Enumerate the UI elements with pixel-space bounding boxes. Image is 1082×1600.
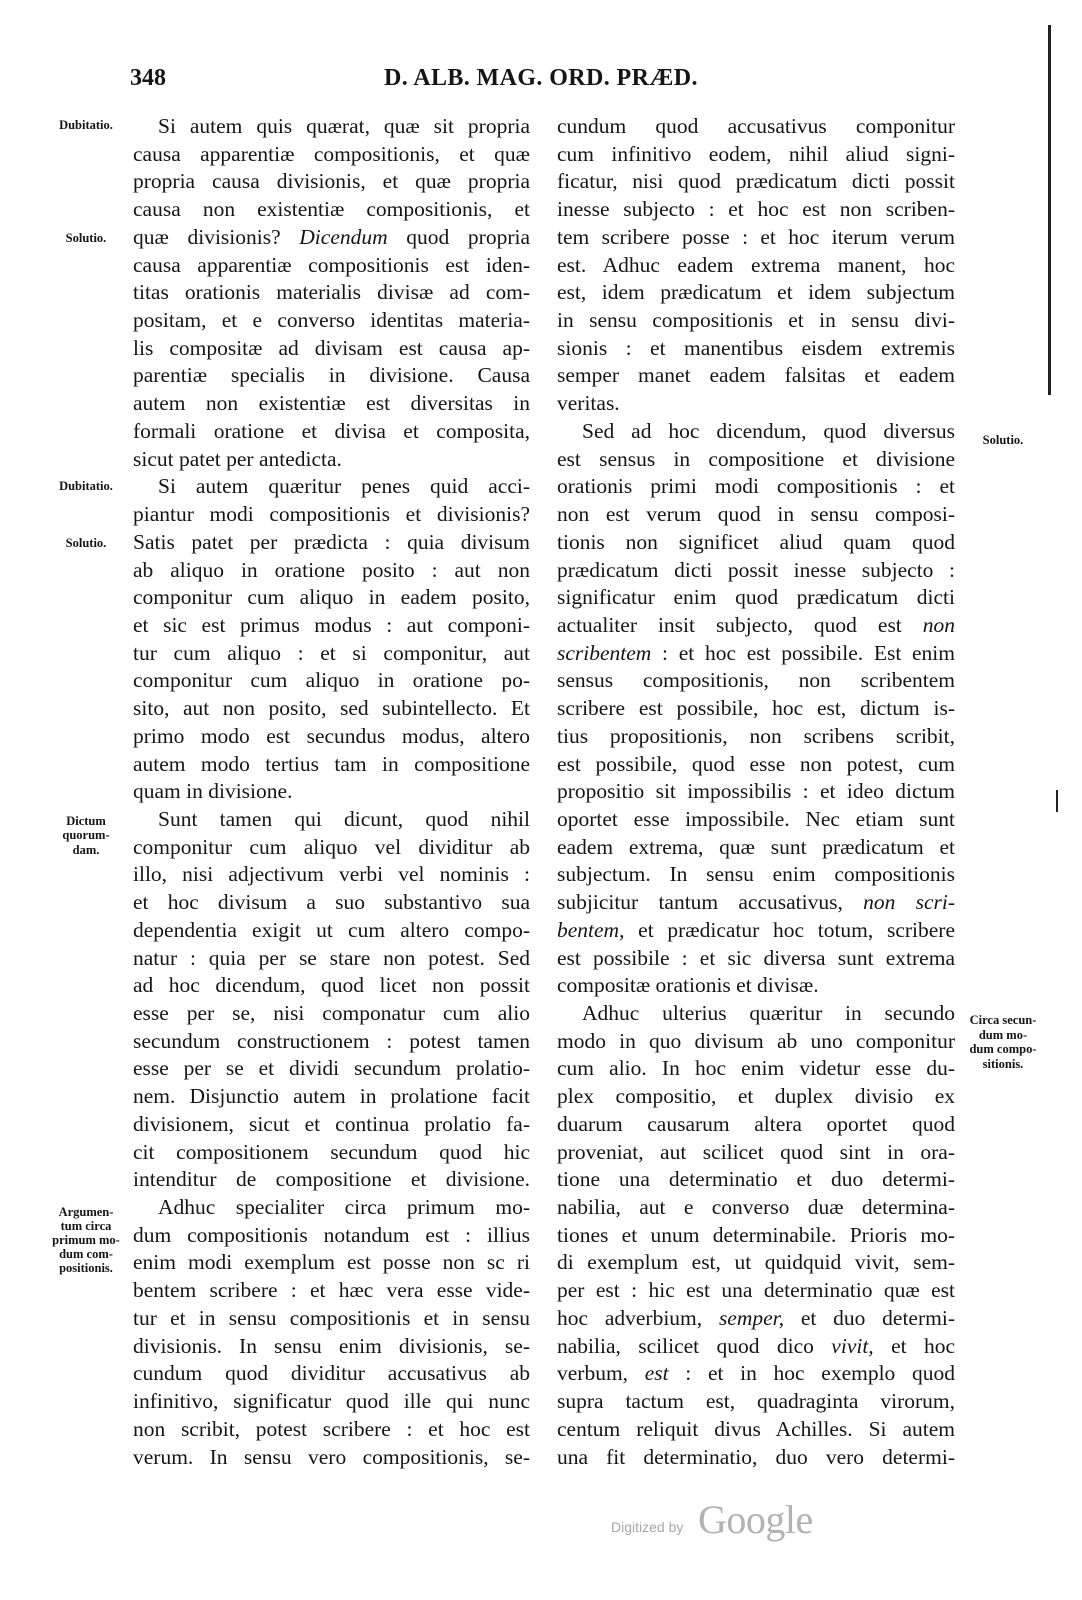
text-line: semper manet eadem falsitas et eadem xyxy=(557,363,955,388)
text-line: oportet esse impossibile. Nec etiam sunt xyxy=(557,806,955,831)
text-line: Sunt tamen qui dicunt, quod nihil xyxy=(158,806,530,831)
text-line: divisionem, sicut et continua prolatio fa- xyxy=(133,1111,530,1136)
italic-text: Dicendum xyxy=(299,224,388,249)
text-line: subjectum. In sensu enim compositionis xyxy=(557,862,955,887)
margin-note-line: Solutio. xyxy=(65,231,107,245)
text-line: esse per se, nisi componatur cum alio xyxy=(133,1001,530,1025)
text-line: natur : quia per se stare non potest. Sed xyxy=(133,945,530,970)
text-line: et sic est primus modus : aut componi- xyxy=(133,612,530,637)
margin-note-dubitatio xyxy=(44,118,128,132)
text-line: plex compositio, et duplex divisio ex xyxy=(557,1084,955,1109)
text-span: et duo determi- xyxy=(784,1305,955,1330)
text-line: duarum causarum altera oportet quod xyxy=(557,1111,955,1136)
text-line: est, idem prædicatum et idem subjectum xyxy=(557,280,955,305)
running-title: D. ALB. MAG. ORD. PRÆD. xyxy=(384,65,698,91)
text-line: ab aliquo in oratione posito : aut non xyxy=(133,557,530,582)
text-line: cum infinitivo eodem, nihil aliud signi- xyxy=(557,141,955,166)
text-line: Adhuc ulterius quæritur in secundo xyxy=(582,1001,955,1025)
text-line: parentiæ specialis in divisione. Causa xyxy=(133,363,530,388)
margin-note-line: positionis. xyxy=(59,1261,113,1275)
text-line: tiones et unum determinabile. Prioris mo- xyxy=(557,1222,955,1247)
text-line xyxy=(133,224,530,252)
text-line: Si autem quæritur penes quid acci- xyxy=(158,474,530,499)
text-line: significatur enim quod prædicatum dicti xyxy=(557,585,955,610)
margin-note-line: Dubitatio. xyxy=(59,118,113,132)
text-line: proveniat, aut scilicet quod sint in ora- xyxy=(557,1139,955,1164)
margin-note-line: dum compo- xyxy=(969,1042,1037,1056)
text-line: illo, nisi adjectivum verbi vel nominis : xyxy=(133,862,530,887)
italic-text: semper, xyxy=(718,1305,785,1330)
text-line: ficatur, nisi quod prædicatum dicti possit xyxy=(557,169,955,194)
text-line: causa apparentiæ compositionis, et quæ xyxy=(133,141,530,166)
text-line: Si autem quis quærat, quæ sit propria xyxy=(158,114,530,138)
text-line: prædicatum dicti possit inesse subjecto : xyxy=(557,557,955,582)
text-line: componitur cum aliquo in oratione po- xyxy=(133,668,530,693)
margin-note-dubitatio xyxy=(44,479,128,493)
text-line: centum reliquit divus Achilles. Si autem xyxy=(557,1416,955,1441)
text-line: tem scribere posse : et hoc iterum verum xyxy=(557,224,955,249)
text-span: quæ divisionis? xyxy=(133,224,300,249)
text-line: di exemplum est, ut quidquid vivit, sem- xyxy=(557,1250,955,1275)
text-line: secundum constructionem : potest tamen xyxy=(133,1028,530,1053)
text-line: nem. Disjunctio autem in prolatione facit xyxy=(133,1084,530,1109)
text-line: dum compositionis notandum est : illius xyxy=(133,1222,530,1247)
text-line: cundum quod dividitur accusativus ab xyxy=(133,1361,530,1386)
margin-note-argumentum xyxy=(44,1205,128,1275)
text-line: verum. In sensu vero compositionis, se- xyxy=(133,1444,530,1469)
margin-note-solutio xyxy=(955,433,1051,447)
text-line xyxy=(557,1305,955,1333)
text-line: titas orationis materialis divisæ ad com- xyxy=(133,280,530,305)
margin-note-line: tum circa xyxy=(60,1219,112,1233)
text-line: est possibile, quod esse non potest, cum xyxy=(557,751,955,776)
margin-note-line: dum mo- xyxy=(978,1027,1028,1042)
left-text-column xyxy=(133,113,530,1471)
right-text-column xyxy=(557,113,955,1471)
text-line: dependentia exigit ut cum altero compo- xyxy=(133,917,530,942)
digitized-by-label: Digitized by xyxy=(611,1519,684,1535)
italic-text: non xyxy=(922,612,955,637)
margin-note-line: dum com- xyxy=(59,1247,113,1261)
text-line: enim modi exemplum est posse non sc ri xyxy=(133,1250,530,1275)
text-line xyxy=(557,917,955,945)
text-line: cit compositionem secundum quod hic xyxy=(133,1139,530,1164)
text-line: cum alio. In hoc enim videtur esse du- xyxy=(557,1056,955,1081)
text-span: et prædicatur hoc totum, scribere xyxy=(624,917,955,942)
italic-text: non scri- xyxy=(863,890,955,915)
text-line: tione una determinatio et duo determi- xyxy=(557,1167,955,1192)
text-span: et hoc xyxy=(873,1333,955,1358)
margin-note-solutio xyxy=(44,231,128,245)
margin-note-line: Solutio. xyxy=(65,536,107,550)
text-line: componitur cum aliquo in eadem posito, xyxy=(133,585,530,610)
margin-note-line: Circa secun- xyxy=(969,1013,1037,1027)
italic-text: est xyxy=(644,1361,669,1386)
margin-note-line: sitionis. xyxy=(982,1056,1024,1071)
text-line: inesse subjecto : et hoc est non scriben- xyxy=(557,197,955,222)
text-line: tius propositionis, non scribens scribit, xyxy=(557,723,955,748)
text-line: primo modo est secundus modus, altero xyxy=(133,723,530,748)
margin-note-solutio xyxy=(44,536,128,550)
text-line: positam, et e converso identitas materia- xyxy=(133,308,530,333)
text-line: scribere est possibile, hoc est, dictum is- xyxy=(557,696,955,721)
text-line: formali oratione et divisa et composita, xyxy=(133,418,530,443)
text-line: sionis : et manentibus eisdem extremis xyxy=(557,335,955,360)
margin-note-line: quorum- xyxy=(62,828,110,843)
page-edge-mark xyxy=(1048,25,1051,395)
text-line: tur cum aliquo : et si componitur, aut xyxy=(133,640,530,665)
text-line xyxy=(557,889,955,917)
text-line xyxy=(557,1360,955,1388)
text-line xyxy=(557,1333,955,1361)
text-span: hoc adverbium, xyxy=(557,1305,719,1330)
text-line: sicut patet per antedicta. xyxy=(133,446,342,471)
text-line: non scribit, potest scribere : et hoc est xyxy=(133,1416,530,1441)
text-line: causa apparentiæ compositionis est iden- xyxy=(133,252,530,277)
text-line: autem modo tertius tam in compositione xyxy=(133,751,530,776)
margin-note-circa-secundum xyxy=(955,1013,1051,1071)
text-line: nabilia, aut e converso duæ determina- xyxy=(557,1195,955,1220)
margin-note-line: primum mo- xyxy=(52,1233,120,1247)
text-line: lis compositæ ad divisam est causa ap- xyxy=(133,335,530,360)
text-line: sito, aut non posito, sed subintellecto. Et xyxy=(133,696,530,721)
text-line: cundum quod accusativus componitur xyxy=(557,114,955,138)
text-line: non est verum quod in sensu composi- xyxy=(557,502,955,527)
text-span: actualiter insit subjecto, quod est xyxy=(557,612,923,637)
margin-note-line: dam. xyxy=(72,842,100,857)
text-line: est sensus in compositione et divisione xyxy=(557,446,955,471)
text-line: Sed ad hoc dicendum, quod diversus xyxy=(582,418,955,443)
text-line: intenditur de compositione et divisione. xyxy=(133,1167,530,1192)
text-line: Adhuc specialiter circa primum mo- xyxy=(158,1195,530,1220)
text-line: tur et in sensu compositionis et in sensu xyxy=(133,1305,530,1330)
text-span: : et hoc est possibile. Est enim xyxy=(651,640,955,665)
text-line: est possibile : et sic diversa sunt extrema xyxy=(557,945,955,970)
text-line: et hoc divisum a suo substantivo sua xyxy=(133,890,530,915)
margin-note-line: Argumen- xyxy=(58,1205,114,1219)
text-line: sensus compositionis, non scribentem xyxy=(557,668,955,693)
text-line: eadem extrema, quæ sunt prædicatum et xyxy=(557,834,955,859)
text-line: in sensu compositionis et in sensu divi- xyxy=(557,308,955,333)
margin-note-dictum-quorumdam xyxy=(44,814,128,857)
text-line: supra tactum est, quadraginta virorum, xyxy=(557,1389,955,1414)
text-span: nabilia, scilicet quod dico xyxy=(557,1333,832,1358)
text-line xyxy=(557,640,955,668)
text-line: modo in quo divisum ab uno componitur xyxy=(557,1028,955,1053)
page-number: 348 xyxy=(130,65,166,91)
text-line: per est : hic est una determinatio quæ est xyxy=(557,1278,955,1303)
text-line: causa non existentiæ compositionis, et xyxy=(133,197,530,222)
margin-note-line: Solutio. xyxy=(982,433,1024,447)
text-line: orationis primi modi compositionis : et xyxy=(557,474,955,499)
text-span: : et in hoc exemplo quod xyxy=(668,1361,955,1386)
italic-text: scribentem xyxy=(557,640,652,665)
page-edge-mark xyxy=(1056,790,1058,812)
text-line: esse per se et dividi secundum prolatio- xyxy=(133,1056,530,1081)
italic-text: bentem, xyxy=(557,917,625,942)
text-line: Satis patet per prædicta : quia divisum xyxy=(133,529,530,554)
italic-text: vivit, xyxy=(831,1333,874,1358)
text-line: veritas. xyxy=(557,391,620,416)
text-line: quam in divisione. xyxy=(133,779,293,804)
text-line: piantur modi compositionis et divisionis? xyxy=(133,502,530,527)
text-line: ad hoc dicendum, quod licet non possit xyxy=(133,973,530,998)
text-line: compositæ orationis et divisæ. xyxy=(557,973,819,998)
text-line: propositio sit impossibilis : et ideo dictum xyxy=(557,779,955,804)
margin-note-line: Dubitatio. xyxy=(59,479,113,493)
text-line xyxy=(557,612,955,640)
text-span: verbum, xyxy=(557,1361,645,1386)
text-line: infinitivo, significatur quod ille qui nunc xyxy=(133,1389,530,1414)
google-watermark-logo: Google xyxy=(698,1497,813,1542)
text-line: autem non existentiæ est diversitas in xyxy=(133,391,530,416)
text-span: quod propria xyxy=(387,224,530,249)
text-line: tionis non significet aliud quam quod xyxy=(557,529,955,554)
margin-note-line: Dictum xyxy=(66,814,106,828)
text-line: divisionis. In sensu enim divisionis, se- xyxy=(133,1333,530,1358)
text-line: est. Adhuc eadem extrema manent, hoc xyxy=(557,252,955,277)
text-line: bentem scribere : et hæc vera esse vide- xyxy=(133,1278,530,1303)
text-line: propria causa divisionis, et quæ propria xyxy=(133,169,530,194)
text-line: componitur cum aliquo vel dividitur ab xyxy=(133,834,530,859)
text-line: una fit determinatio, duo vero determi- xyxy=(557,1444,955,1469)
text-span: subjicitur tantum accusativus, xyxy=(557,890,864,915)
